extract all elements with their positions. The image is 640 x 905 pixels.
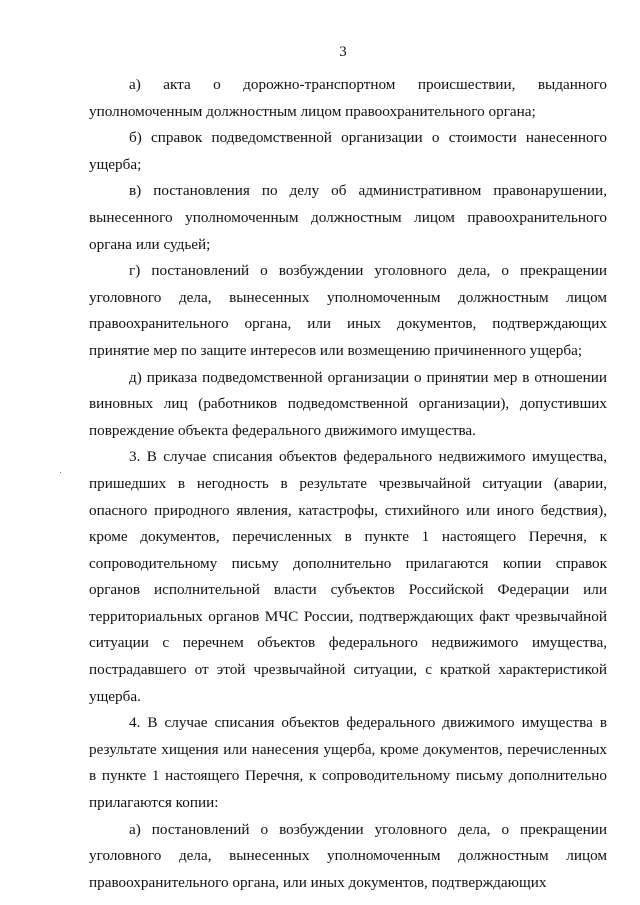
paragraph-a-accident-act: а) акта о дорожно-транспортном происшествии, выданного уполномоченным должностным лицом правоохранительного органа; xyxy=(89,76,607,120)
page-number: 3 xyxy=(339,44,347,60)
paragraph-b-damage-certificates: б) справок подведомственной организации о стоимости нанесенного ущерба; xyxy=(89,129,607,173)
document-body xyxy=(89,72,607,896)
paragraph-4a-criminal-case-rulings: а) постановлений о возбуждении уголовного дела, о прекращении уголовного дела, вынесенных уполномоченным должностным лицом правоохранительного органа, или иных документов, подтверждающих xyxy=(89,820,607,891)
paragraph-3-emergency-writeoff: 3. В случае списания объектов федерального недвижимого имущества, пришедших в негодность в результате чрезвычайной ситуации (аварии, опасного природного явления, катастрофы, стихийного или иного бедствия), кроме документов, перечисленных в пункте 1 настоящего Перечня, к сопроводительному письму дополнительно прилагаются копии справок органов исполнительной власти субъектов Российской Федерации или территориальных органов МЧС России, подтверждающих факт чрезвычайной ситуации с перечнем объектов федерального недвижимого имущества, пострадавшего от этой чрезвычайной ситуации, с краткой характеристикой ущерба. xyxy=(89,448,607,705)
paragraph-d-organization-order: д) приказа подведомственной организации о принятии мер в отношении виновных лиц (работников подведомственной организации), допустивших повреждение объекта федерального движимого имущества. xyxy=(89,368,607,439)
paragraph-v-administrative-ruling: в) постановления по делу об административном правонарушении, вынесенного уполномоченным должностным лицом правоохранительного органа или судьей; xyxy=(89,182,607,253)
paragraph-g-criminal-case-rulings: г) постановлений о возбуждении уголовного дела, о прекращении уголовного дела, вынесенных уполномоченным должностным лицом правоохранительного органа, или иных документов, подтверждающих принятие мер по защите интересов или возмещению причиненного ущерба; xyxy=(89,262,607,359)
scan-mark xyxy=(60,472,61,473)
paragraph-4-theft-damage-writeoff: 4. В случае списания объектов федерального движимого имущества в результате хищения или нанесения ущерба, кроме документов, перечисленных в пункте 1 настоящего Перечня, к сопроводительному письму дополнительно прилагаются копии: xyxy=(89,714,607,812)
